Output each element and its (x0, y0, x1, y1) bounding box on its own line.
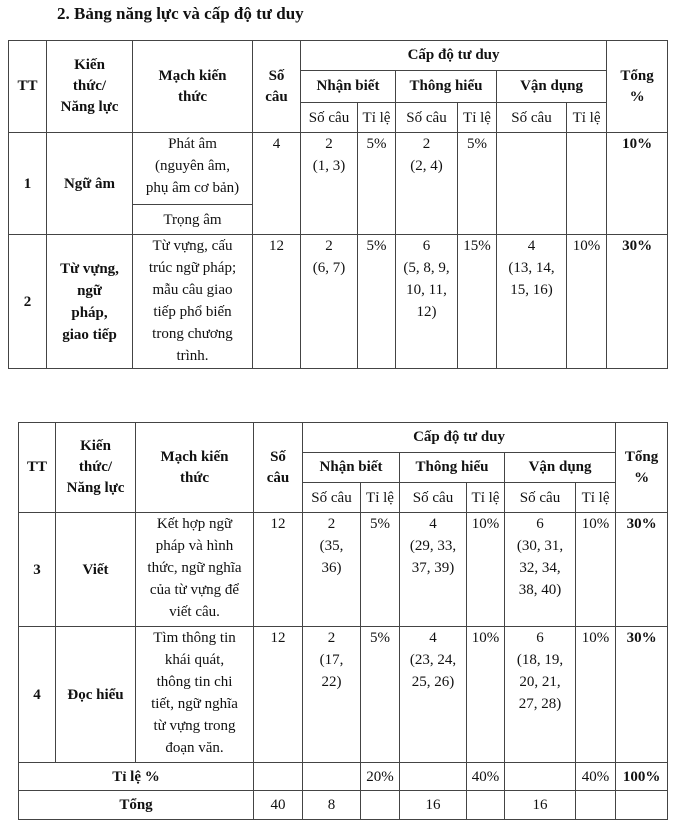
table-row (19, 627, 668, 763)
total-row-recognition-ratio (361, 791, 400, 820)
ratio-row-count (254, 763, 303, 791)
header-tt: TT (19, 423, 56, 513)
table-row (19, 513, 668, 627)
row-application-count: 6 (30, 31, 32, 34, 38, 40) (505, 513, 576, 627)
header-comprehension: Thông hiểu (396, 71, 497, 103)
row-total-percent: 30% (616, 513, 668, 627)
subheader-count: Số câu (396, 103, 458, 133)
header-recognition: Nhận biết (301, 71, 396, 103)
row-comprehension-count: 2 (2, 4) (396, 133, 458, 235)
header-knowledge: Kiến thức/ Năng lực (47, 41, 133, 133)
row-total-percent: 10% (607, 133, 668, 235)
header-count: Số câu (253, 41, 301, 133)
header-tt: TT (9, 41, 47, 133)
row-competency: Ngữ âm (47, 133, 133, 235)
row-comprehension-count: 4 (23, 24, 25, 26) (400, 627, 467, 763)
subheader-ratio: Tỉ lệ (358, 103, 396, 133)
header-count: Số câu (254, 423, 303, 513)
subheader-count: Số câu (400, 483, 467, 513)
section-heading: 2. Bảng năng lực và cấp độ tư duy (57, 4, 304, 23)
row-comprehension-count: 4 (29, 33, 37, 39) (400, 513, 467, 627)
row-total-percent: 30% (616, 627, 668, 763)
row-topic: Kết hợp ngữ pháp và hình thức, ngữ nghĩa của từ vựng để viết câu. (136, 513, 254, 627)
total-row-count: 40 (254, 791, 303, 820)
ratio-row-total: 100% (616, 763, 668, 791)
row-application-ratio: 10% (576, 513, 616, 627)
ratio-row-comprehension-ratio: 40% (467, 763, 505, 791)
row-application-count (497, 133, 567, 235)
row-question-count: 4 (253, 133, 301, 235)
subheader-ratio: Tỉ lệ (467, 483, 505, 513)
subheader-ratio: Tỉ lệ (576, 483, 616, 513)
ratio-row (19, 763, 668, 791)
ratio-row-application-count (505, 763, 576, 791)
ratio-row-label: Tỉ lệ % (19, 763, 254, 791)
subheader-count: Số câu (303, 483, 361, 513)
ratio-row-recognition-ratio: 20% (361, 763, 400, 791)
header-recognition: Nhận biết (303, 453, 400, 483)
row-recognition-ratio: 5% (358, 133, 396, 235)
row-competency: Viết (56, 513, 136, 627)
subheader-ratio: Tỉ lệ (567, 103, 607, 133)
row-competency: Từ vựng, ngữ pháp, giao tiếp (47, 235, 133, 369)
row-comprehension-ratio: 10% (467, 627, 505, 763)
subheader-count: Số câu (301, 103, 358, 133)
row-comprehension-ratio: 5% (458, 133, 497, 235)
row-recognition-ratio: 5% (358, 235, 396, 369)
row-question-count: 12 (253, 235, 301, 369)
subheader-count: Số câu (497, 103, 567, 133)
row-number: 3 (19, 513, 56, 627)
subheader-ratio: Tỉ lệ (361, 483, 400, 513)
total-row-application-ratio (576, 791, 616, 820)
row-recognition-count: 2 (35, 36) (303, 513, 361, 627)
header-topic: Mạch kiến thức (136, 423, 254, 513)
table-row (9, 133, 668, 205)
row-recognition-ratio: 5% (361, 627, 400, 763)
header-application: Vận dụng (497, 71, 607, 103)
total-row-comprehension: 16 (400, 791, 467, 820)
row-application-count: 4 (13, 14, 15, 16) (497, 235, 567, 369)
row-topic: Tìm thông tin khái quát, thông tin chi tiết, ngữ nghĩa từ vựng trong đoạn văn. (136, 627, 254, 763)
header-total-percent: Tổng % (616, 423, 668, 513)
ratio-row-application-ratio: 40% (576, 763, 616, 791)
header-total-percent: Tổng % (607, 41, 668, 133)
total-row-application: 16 (505, 791, 576, 820)
row-recognition-ratio: 5% (361, 513, 400, 627)
total-row-label: Tổng (19, 791, 254, 820)
row-topic: Từ vựng, cấu trúc ngữ pháp; mẫu câu giao tiếp phổ biến trong chương trình. (133, 235, 253, 369)
ratio-row-comprehension-count (400, 763, 467, 791)
ratio-row-recognition-count (303, 763, 361, 791)
row-number: 4 (19, 627, 56, 763)
subheader-ratio: Tỉ lệ (458, 103, 497, 133)
total-row-recognition: 8 (303, 791, 361, 820)
row-recognition-count: 2 (1, 3) (301, 133, 358, 235)
row-number: 2 (9, 235, 47, 369)
row-application-count: 6 (18, 19, 20, 21, 27, 28) (505, 627, 576, 763)
row-application-ratio: 10% (567, 235, 607, 369)
table-row (9, 235, 668, 369)
row-application-ratio (567, 133, 607, 235)
header-thinking-level: Cấp độ tư duy (301, 41, 607, 71)
total-row-comprehension-ratio (467, 791, 505, 820)
row-competency: Đọc hiểu (56, 627, 136, 763)
row-topic: Trọng âm (133, 205, 253, 235)
row-comprehension-ratio: 15% (458, 235, 497, 369)
total-row (19, 791, 668, 820)
header-comprehension: Thông hiểu (400, 453, 505, 483)
competency-table-part-2 (18, 422, 668, 820)
row-comprehension-count: 6 (5, 8, 9, 10, 11, 12) (396, 235, 458, 369)
row-topic: Phát âm (nguyên âm, phụ âm cơ bản) (133, 133, 253, 205)
total-row-total (616, 791, 668, 820)
subheader-count: Số câu (505, 483, 576, 513)
row-total-percent: 30% (607, 235, 668, 369)
header-topic: Mạch kiến thức (133, 41, 253, 133)
row-application-ratio: 10% (576, 627, 616, 763)
row-number: 1 (9, 133, 47, 235)
header-application: Vận dụng (505, 453, 616, 483)
row-recognition-count: 2 (6, 7) (301, 235, 358, 369)
row-comprehension-ratio: 10% (467, 513, 505, 627)
row-recognition-count: 2 (17, 22) (303, 627, 361, 763)
competency-table-part-1 (8, 40, 668, 369)
row-question-count: 12 (254, 513, 303, 627)
header-thinking-level: Cấp độ tư duy (303, 423, 616, 453)
header-knowledge: Kiến thức/ Năng lực (56, 423, 136, 513)
row-question-count: 12 (254, 627, 303, 763)
